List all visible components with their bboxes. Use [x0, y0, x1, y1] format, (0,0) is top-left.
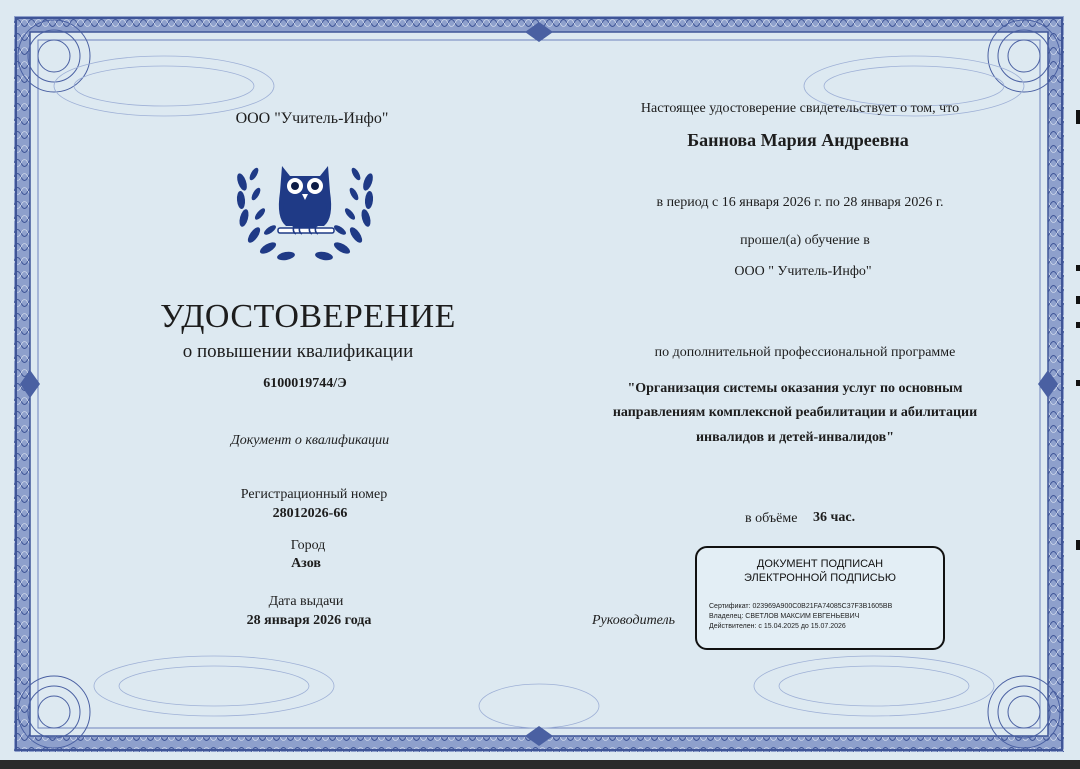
registration-label: Регистрационный номер: [240, 487, 388, 502]
intro-text: Настоящее удостоверение свидетельствует о том, что: [640, 101, 960, 116]
stamp-certificate: Сертификат: 023969A900C0B21FA74085C37F3B1605BB: [709, 603, 893, 610]
issue-date-label: Дата выдачи: [268, 594, 344, 609]
issue-date-value: 28 января 2026 года: [246, 613, 372, 628]
institution-name: ООО " Учитель-Инфо": [734, 264, 872, 279]
stamp-line-1: ДОКУМЕНТ ПОДПИСАН: [756, 558, 884, 570]
registration-number: 28012026-66: [272, 506, 348, 521]
person-name: Баннова Мария Андреевна: [687, 130, 909, 150]
city-value: Азов: [291, 556, 321, 571]
edge-mark: [1076, 380, 1080, 386]
program-title-line-3: инвалидов и детей-инвалидов": [695, 430, 895, 445]
document-number: 6100019744/Э: [263, 376, 347, 391]
edge-mark: [1076, 296, 1080, 304]
bottom-bar: [0, 760, 1080, 769]
city-label: Город: [290, 538, 326, 553]
edge-mark: [1076, 265, 1080, 271]
stamp-validity: Действителен: с 15.04.2025 до 15.07.2026: [709, 623, 846, 630]
volume-label: в объёме: [745, 511, 798, 526]
stamp-owner: Владелец: СВЕТЛОВ МАКСИМ ЕВГЕНЬЕВИЧ: [709, 613, 860, 620]
edge-mark: [1076, 540, 1080, 550]
edge-mark: [1076, 110, 1080, 124]
program-title-line-2: направлениям комплексной реабилитации и абилитации: [612, 405, 978, 420]
owl-emblem-icon: [232, 152, 378, 270]
stamp-line-2: ЭЛЕКТРОННОЙ ПОДПИСЬЮ: [743, 572, 897, 584]
document-title: УДОСТОВЕРЕНИЕ: [160, 298, 456, 335]
document-subtitle: о повышении квалификации: [182, 341, 414, 362]
training-period: в период с 16 января 2026 г. по 28 января 2026 г.: [656, 195, 944, 210]
signer-label: Руководитель: [592, 613, 676, 628]
electronic-signature-stamp: [695, 546, 945, 650]
volume-value: 36 час.: [813, 510, 856, 525]
document-type: Документ о квалификации: [230, 433, 390, 448]
organization-name: ООО "Учитель-Инфо": [235, 110, 389, 127]
program-intro: по дополнительной профессиональной программе: [654, 345, 956, 360]
trained-text: прошел(а) обучение в: [740, 233, 870, 248]
program-title-line-1: "Организация системы оказания услуг по основным: [627, 381, 963, 396]
edge-mark: [1076, 322, 1080, 328]
